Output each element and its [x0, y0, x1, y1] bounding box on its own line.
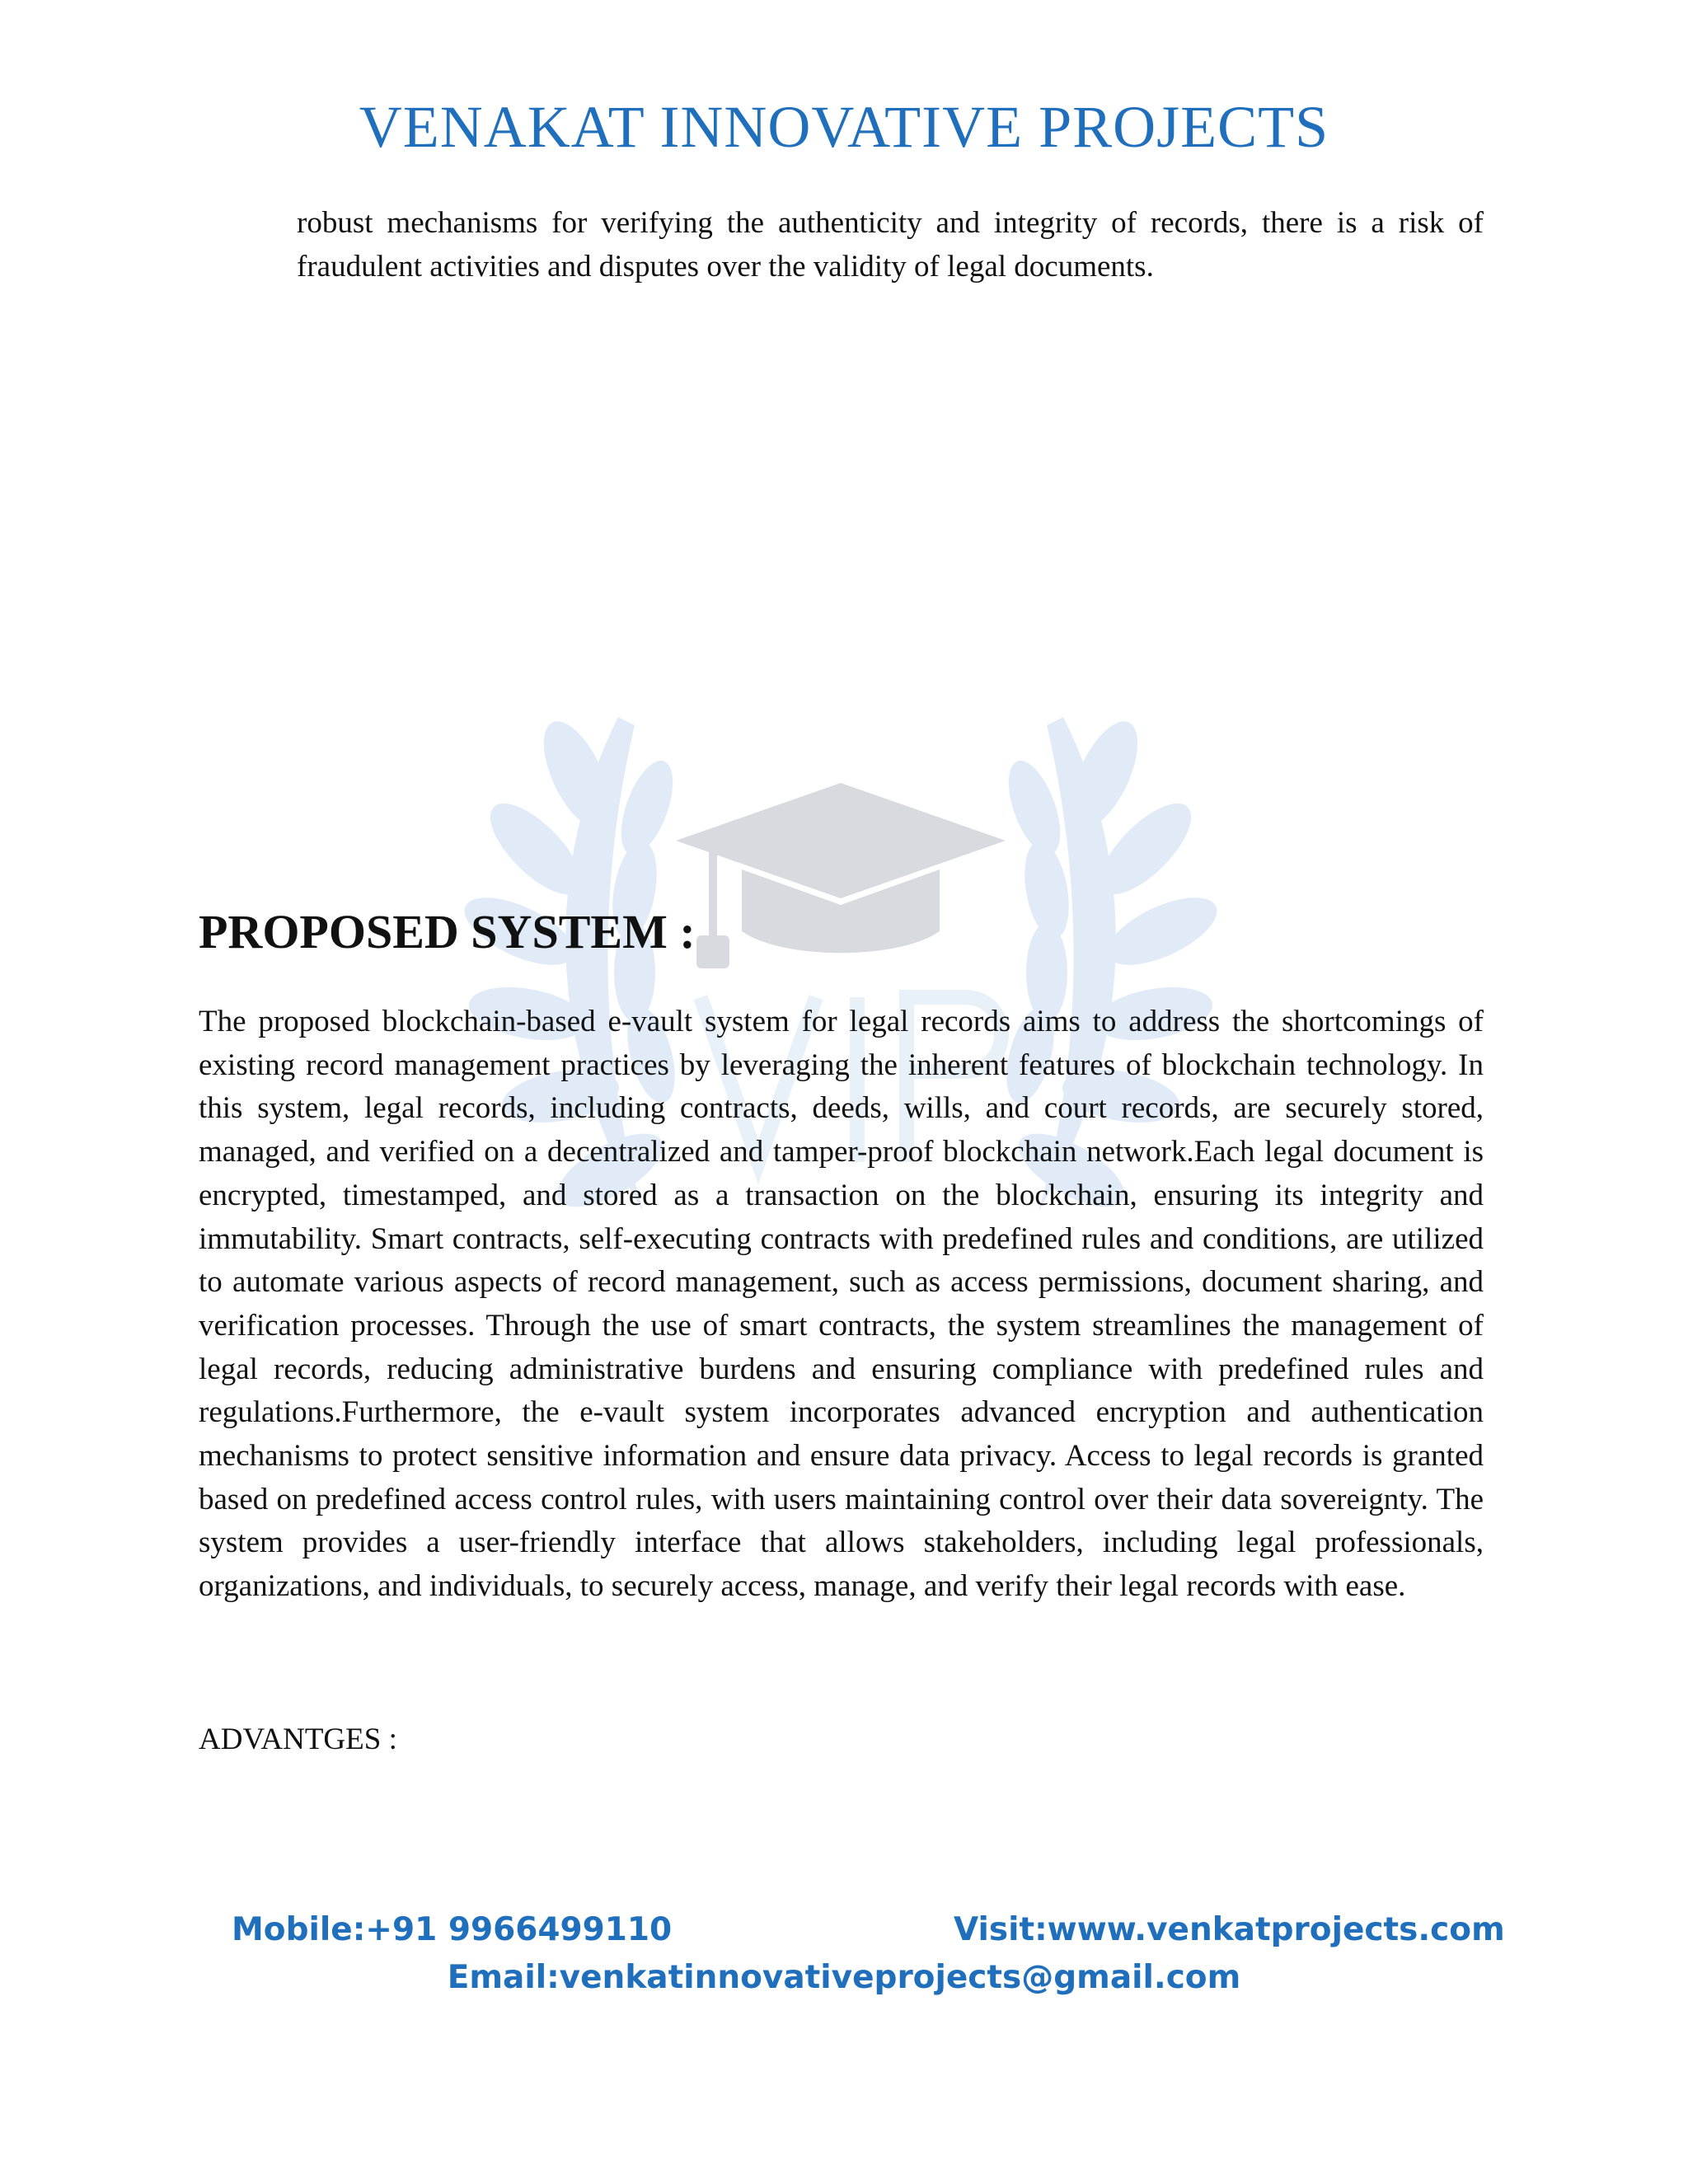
continued-paragraph: robust mechanisms for verifying the authenticity and integrity of records, there is a risk of fraudulent activities and disputes over the validity of legal documents. — [297, 206, 1484, 284]
proposed-system-paragraph: The proposed blockchain-based e-vault system for legal records aims to address the shortcomings of existing record management practices by leveraging the inherent features of blockchain technology. In this system, legal records, including contracts, deeds, wills, and court records, are securely stored, managed, and verified on a decentralized and tamper-proof blockchain network.Each legal document is encrypted, timestamped, and stored as a transaction on the blockchain, ensuring its integrity and immutability. Smart contracts, self-executing contracts with predefined rules and conditions, are utilized to automate various aspects of record management, such as access permissions, document sharing, and verification processes. Through the use of smart contracts, the system streamlines the management of legal records, reducing administrative burdens and ensuring compliance with predefined rules and regulations.Furthermore, the e-vault system incorporates advanced encryption and authentication mechanisms to protect sensitive information and ensure data privacy. Access to legal records is granted based on predefined access control rules, with users maintaining control over their data sovereignty. The system provides a user-friendly interface that allows stakeholders, including legal professionals, organizations, and individuals, to securely access, manage, and verify their legal records with ease. — [199, 1005, 1484, 1604]
footer-email-link[interactable]: Email:venkatinnovativeprojects@gmail.com — [447, 1959, 1241, 1996]
advantages-heading: ADVANTGES : — [199, 1722, 397, 1756]
proposed-system-heading: PROPOSED SYSTEM : — [199, 905, 696, 958]
footer-mobile: Mobile:+91 9966499110 — [232, 1911, 673, 1948]
footer-website-link[interactable]: Visit:www.venkatprojects.com — [954, 1911, 1505, 1948]
page-header-title: VENAKAT INNOVATIVE PROJECTS — [359, 94, 1329, 160]
